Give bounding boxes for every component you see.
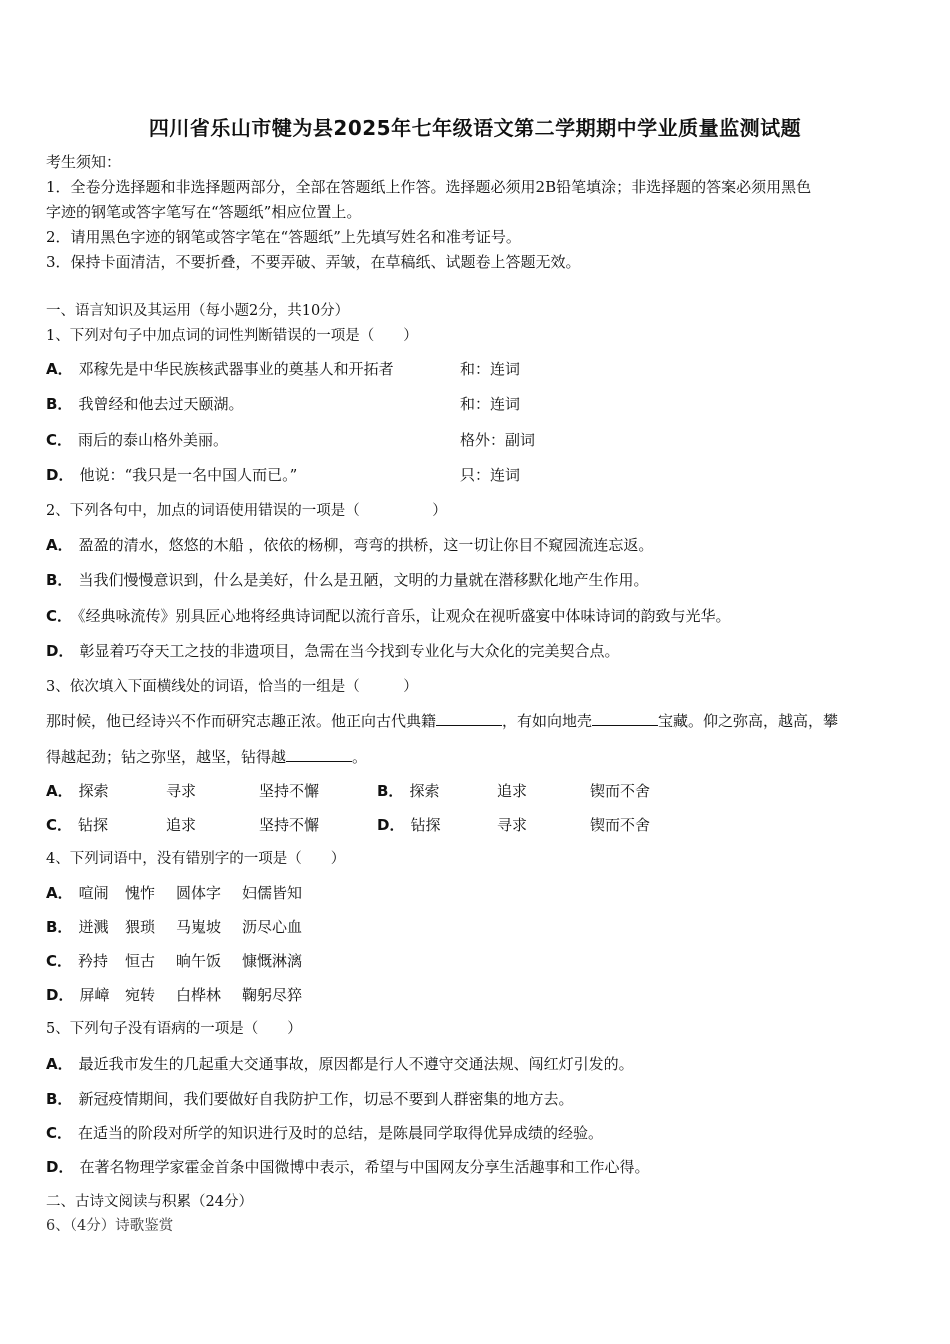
question-1-option-a-answer: 和：连词 (460, 360, 521, 378)
question-3-option-b-word-3: 锲而不舍 (590, 782, 651, 800)
question-3-option-c-word-2: 追求 (166, 816, 197, 834)
question-1-option-d-answer: 只：连词 (460, 466, 521, 484)
answer-blank (592, 711, 658, 726)
question-3-stem: 3、依次填入下面横线处的词语，恰当的一组是（ ） (46, 679, 418, 695)
question-1-stem: 1、下列对句子中加点词的词性判断错误的一项是（ ） (46, 328, 418, 344)
question-3-option-d-word-3: 锲而不舍 (590, 816, 651, 834)
question-4-option-a-word-2: 愧怍 (125, 884, 156, 902)
question-3-option-a-word-2: 寻求 (166, 782, 197, 800)
question-4-option-b-word-4: 沥尽心血 (242, 918, 303, 936)
question-1-option-a: A． 邓稼先是中华民族核武器事业的奠基人和开拓者 (46, 360, 394, 378)
question-4-option-b-word-3: 马嵬坡 (176, 918, 222, 936)
question-2-option-b: B． 当我们慢慢意识到，什么是美好，什么是丑陋，文明的力量就在潜移默化地产生作用。 (46, 571, 649, 589)
section-heading-2: 二、古诗文阅读与积累（24分） (46, 1194, 253, 1210)
notice-item-3: 3．保持卡面清洁，不要折叠，不要弄破、弄皱，在草稿纸、试题卷上答题无效。 (46, 253, 581, 271)
question-2-option-a: A． 盈盈的清水，悠悠的木船 ，依依的杨柳，弯弯的拱桥，这一切让你目不窥园流连忘返。 (46, 536, 654, 554)
question-2-option-c: C． 《经典咏流传》别具匠心地将经典诗词配以流行音乐，让观众在视听盛宴中体味诗词的韵致与光华。 (46, 607, 731, 625)
question-4-stem: 4、下列词语中，没有错别字的一项是（ ） (46, 851, 346, 867)
question-3-option-b-word-2: 追求 (497, 782, 528, 800)
question-1-option-c-answer: 格外：副词 (460, 431, 536, 449)
notice-item-1: 1．全卷分选择题和非选择题两部分，全部在答题纸上作答。选择题必须用2B铅笔填涂；非选择题的答案必须用黑色 (46, 178, 812, 196)
section-heading-1: 一、语言知识及其运用（每小题2分，共10分） (46, 303, 350, 319)
question-1-option-c: C． 雨后的泰山格外美丽。 (46, 431, 229, 449)
question-4-option-b: B． 迸溅 (46, 918, 109, 936)
question-4-option-d-word-3: 白桦林 (176, 986, 222, 1004)
question-2-stem: 2、下列各句中，加点的词语使用错误的一项是（ ） (46, 503, 447, 519)
question-3-passage-line-2: 得越起劲；钻之弥坚，越坚，钻得越 。 (46, 748, 368, 766)
question-4-option-b-word-2: 猥琐 (125, 918, 156, 936)
question-4-option-c: C． 矜持 (46, 952, 109, 970)
question-3-option-c: C． 钻探 (46, 816, 109, 834)
question-4-option-d: D． 屏嶂 (46, 986, 110, 1004)
question-4-option-c-word-3: 晌午饭 (176, 952, 222, 970)
page-title: 四川省乐山市犍为县2025年七年级语文第二学期期中学业质量监测试题 (148, 116, 802, 140)
question-3-option-d-word-2: 寻求 (497, 816, 528, 834)
notice-item-1-cont: 字迹的钢笔或答字笔写在“答题纸”相应位置上。 (46, 203, 362, 221)
question-4-option-a: A． 喧闹 (46, 884, 109, 902)
answer-blank (436, 711, 502, 726)
question-5-option-b: B． 新冠疫情期间，我们要做好自我防护工作，切忌不要到人群密集的地方去。 (46, 1090, 574, 1108)
notice-item-2: 2．请用黑色字迹的钢笔或答字笔在“答题纸”上先填写姓名和准考证号。 (46, 228, 521, 246)
question-3-option-c-word-3: 坚持不懈 (259, 816, 320, 834)
question-1-option-d: D． 他说：“我只是一名中国人而已。” (46, 466, 298, 484)
question-4-option-a-word-3: 圆体字 (176, 884, 222, 902)
question-1-option-b-answer: 和：连词 (460, 395, 521, 413)
question-4-option-d-word-4: 鞠躬尽猝 (242, 986, 303, 1004)
notice-heading: 考生须知： (46, 153, 122, 171)
answer-blank (286, 747, 352, 762)
question-4-option-a-word-4: 妇儒皆知 (242, 884, 303, 902)
question-3-option-a-word-3: 坚持不懈 (259, 782, 320, 800)
question-3-option-d: D． 钻探 (377, 816, 441, 834)
question-4-option-c-word-2: 恒古 (125, 952, 156, 970)
question-4-option-d-word-2: 宛转 (125, 986, 156, 1004)
question-5-option-d: D． 在著名物理学家霍金首条中国微博中表示，希望与中国网友分享生活趣事和工作心得。 (46, 1158, 650, 1176)
question-3-option-b: B． 探索 (377, 782, 440, 800)
question-6-stem: 6、（4分）诗歌鉴赏 (46, 1218, 174, 1234)
question-5-option-a: A． 最近我市发生的几起重大交通事故，原因都是行人不遵守交通法规、闯红灯引发的。 (46, 1055, 634, 1073)
question-3-option-a: A． 探索 (46, 782, 109, 800)
question-1-option-b: B． 我曾经和他去过天颐湖。 (46, 395, 244, 413)
question-5-stem: 5、下列句子没有语病的一项是（ ） (46, 1021, 302, 1037)
question-4-option-c-word-4: 慷慨淋漓 (242, 952, 303, 970)
question-3-passage-line-1: 那时候，他已经诗兴不作而研究志趣正浓。他正向古代典籍 ，有如向地壳 宝藏。仰之弥高，越高，攀 (46, 712, 839, 730)
question-2-option-d: D． 彰显着巧夺天工之技的非遗项目，急需在当今找到专业化与大众化的完美契合点。 (46, 642, 620, 660)
question-5-option-c: C． 在适当的阶段对所学的知识进行及时的总结，是陈晨同学取得优异成绩的经验。 (46, 1124, 604, 1142)
